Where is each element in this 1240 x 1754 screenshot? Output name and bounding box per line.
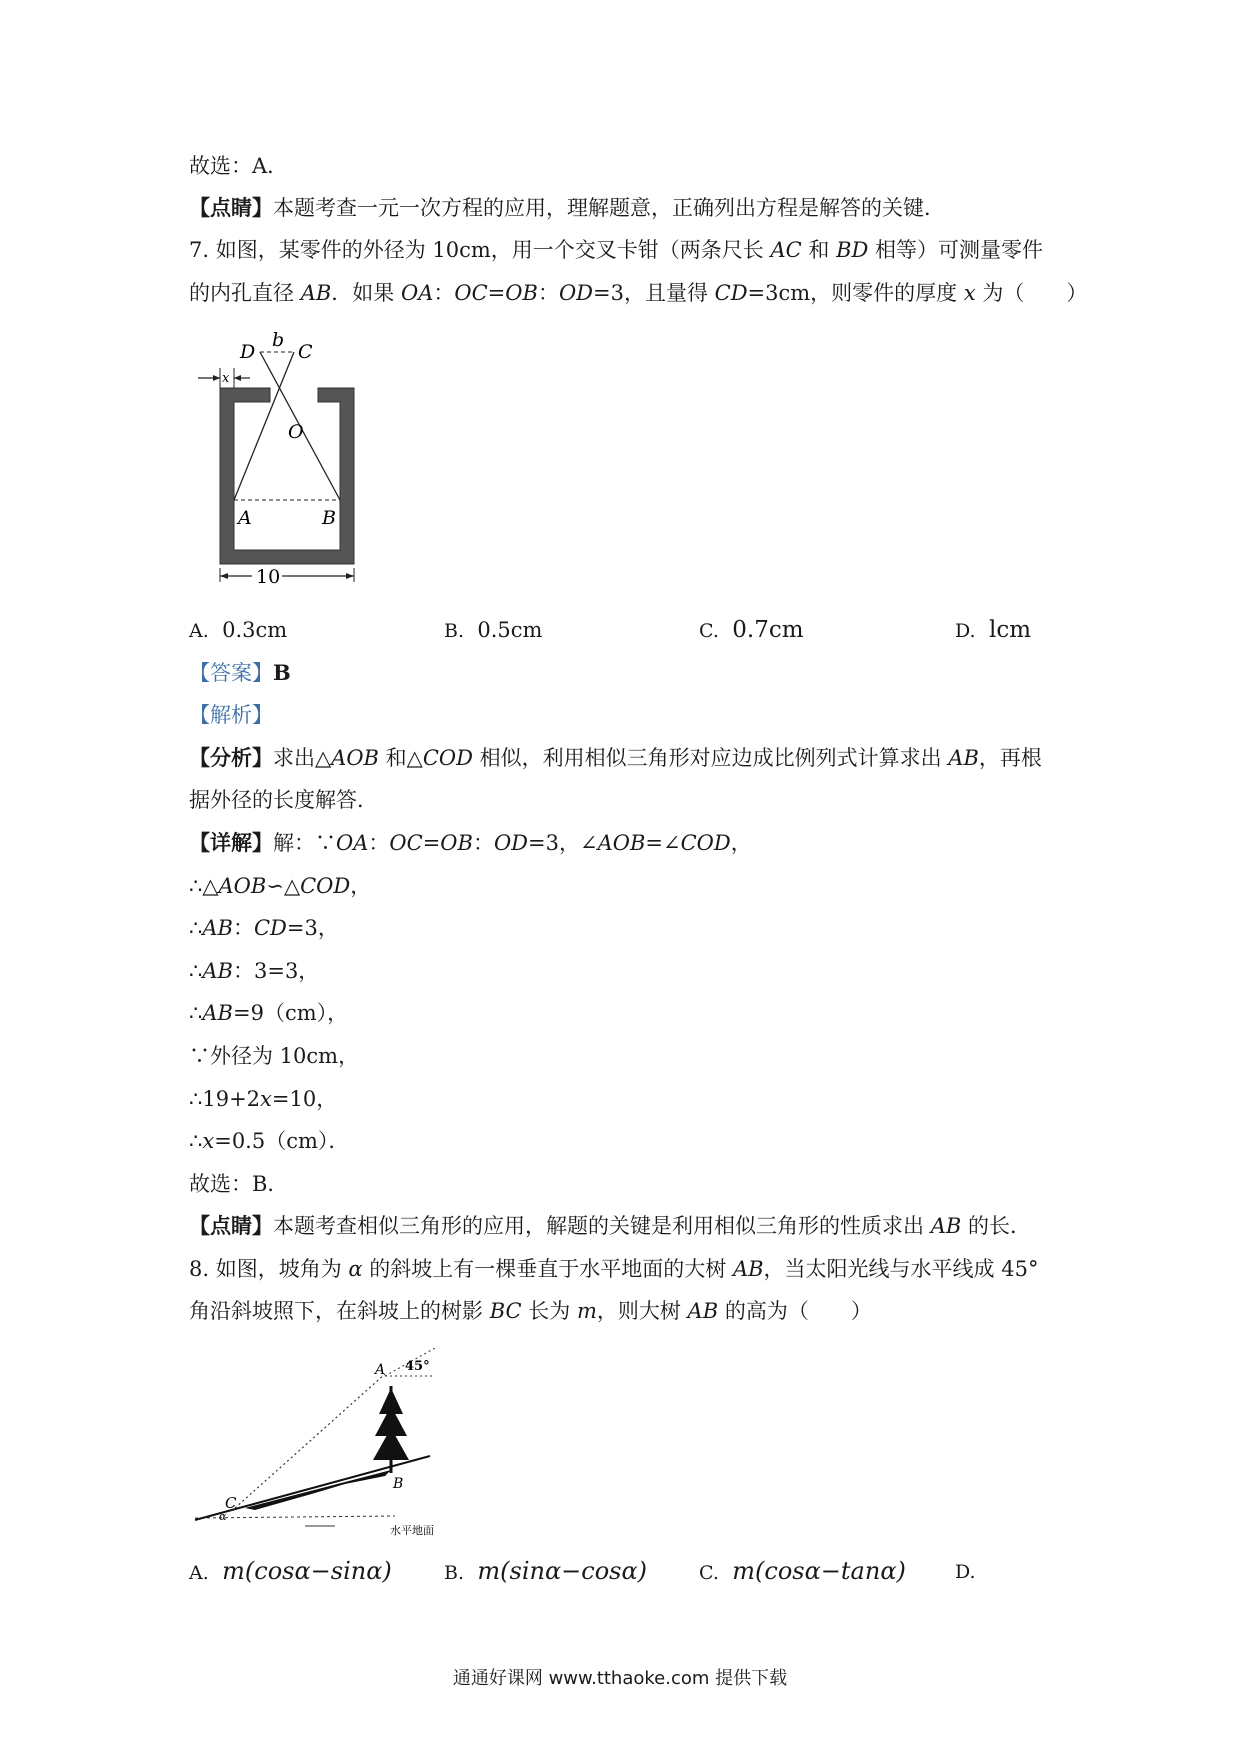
analysis-heading: 【解析】 xyxy=(189,703,273,727)
detail-line-8: ∴x=0.5（cm）． xyxy=(189,1129,350,1153)
label-alpha: α xyxy=(219,1510,227,1523)
detail-line-6: ∵外径为 10cm， xyxy=(189,1044,360,1068)
figure-7-caliper xyxy=(190,330,370,600)
label-A8: A xyxy=(375,1362,386,1378)
option-8-B[interactable]: B. m(sinα−cosα) xyxy=(444,1557,648,1585)
option-7-A[interactable]: A. 0.3cm xyxy=(189,618,288,642)
figure-8-slope-tree xyxy=(195,1348,465,1538)
detail-line-1: 【详解】解：∵OA：OC=OB：OD=3，∠AOB=∠COD， xyxy=(189,830,752,855)
label-b: b xyxy=(272,329,285,351)
detail-line-7: ∴19+2x=10， xyxy=(189,1087,338,1111)
conclusion-line-1: 故选：A． xyxy=(189,154,289,178)
detail-line-2: ∴△AOB∽△COD， xyxy=(189,874,372,898)
label-B: B xyxy=(322,507,336,529)
option-8-D[interactable]: D. xyxy=(955,1561,976,1583)
question-8-line-2: 角沿斜坡照下，在斜坡上的树影 BC 长为 m，则大树 AB 的高为（ ） xyxy=(189,1299,872,1323)
label-10: 10 xyxy=(256,566,281,588)
option-7-D[interactable]: D. lcm xyxy=(955,617,1032,643)
option-7-B[interactable]: B. 0.5cm xyxy=(444,618,543,642)
page-footer: 通通好课网 www.tthaoke.com 提供下载 xyxy=(452,1668,788,1689)
option-8-C[interactable]: C. m(cosα−tanα) xyxy=(699,1557,906,1585)
label-C8: C xyxy=(225,1494,237,1512)
label-D: D xyxy=(240,341,256,363)
detail-line-5: ∴AB=9（cm）， xyxy=(189,1001,349,1025)
answer-line: 【答案】B xyxy=(189,660,291,685)
option-7-C[interactable]: C. 0.7cm xyxy=(699,617,804,643)
label-ground: 水平地面 xyxy=(390,1524,434,1537)
question-7-line-2: 的内孔直径 AB．如果 OA：OC=OB：OD=3，且量得 CD=3cm，则零件的厚度 x 为（ ） xyxy=(189,281,1088,305)
label-O: O xyxy=(288,421,304,443)
comment-line-1: 【点睛】本题考查一元一次方程的应用，理解题意，正确列出方程是解答的关键． xyxy=(189,195,945,220)
fenxi-line-2: 据外径的长度解答． xyxy=(189,788,378,812)
question-7-line-1: 7. 如图，某零件的外径为 10cm，用一个交叉卡钳（两条尺长 AC 和 BD 相等）可测量零件 xyxy=(189,238,1044,262)
option-8-A[interactable]: A. m(cosα−sinα) xyxy=(189,1557,392,1585)
detail-line-9: 故选：B． xyxy=(189,1172,289,1196)
label-A: A xyxy=(238,507,252,529)
fenxi-line-1: 【分析】求出△AOB 和△COD 相似，利用相似三角形对应边成比例列式计算求出 AB，再根 xyxy=(189,745,1042,770)
detail-line-4: ∴AB：3=3， xyxy=(189,959,320,983)
comment-line-2: 【点睛】本题考查相似三角形的应用，解题的关键是利用相似三角形的性质求出 AB 的长． xyxy=(189,1213,1031,1238)
label-C: C xyxy=(298,341,313,363)
detail-line-3: ∴AB：CD=3， xyxy=(189,916,339,940)
label-B8: B xyxy=(393,1476,404,1492)
label-45deg: 45° xyxy=(405,1359,430,1374)
label-x: x xyxy=(222,371,230,386)
question-8-line-1: 8. 如图，坡角为 α 的斜坡上有一棵垂直于水平地面的大树 AB，当太阳光线与水平线成 45° xyxy=(189,1257,1039,1281)
